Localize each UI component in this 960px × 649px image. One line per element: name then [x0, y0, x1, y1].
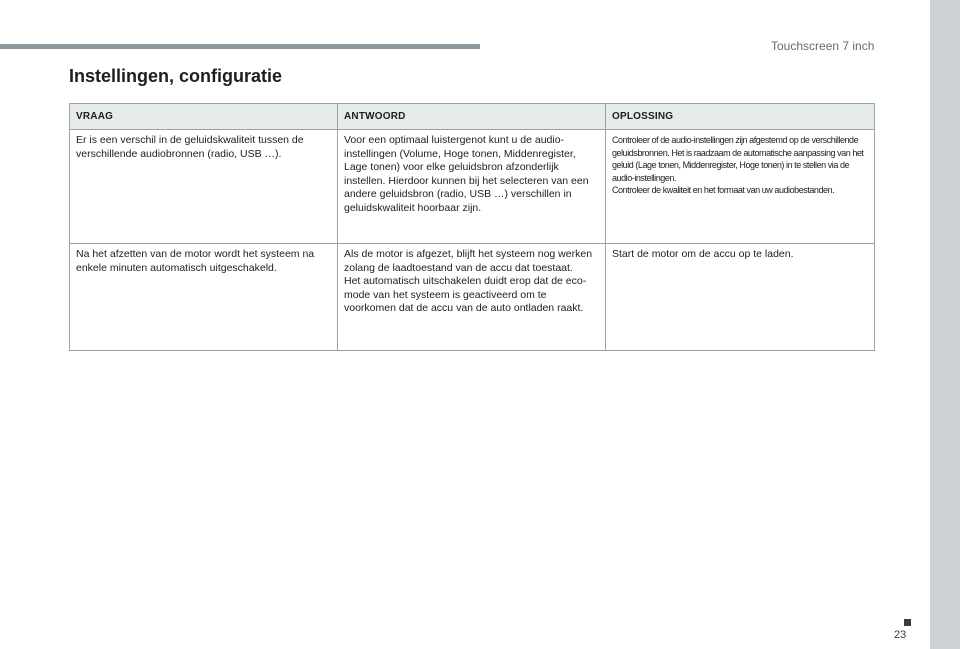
table-header-row [70, 104, 875, 130]
cell-oplossing: Controleer of de audio-instellingen zijn afgestemd op de verschillende geluidsbronnen. Het is raadzaam de automatische aanpassing van het geluid (Lage tonen, Middenregister, Hoge tonen) in te stellen via de audio-instellingen. Controleer de kwaliteit en het formaat van uw audiobestanden. [606, 130, 875, 244]
cell-antwoord: Als de motor is afgezet, blijft het systeem nog werken zolang de laadtoestand van de accu dat toestaat. Het automatisch uitschakelen duidt erop dat de eco-mode van het systeem is geactiveerd om te voorkomen dat de accu van de auto ontladen raakt. [338, 244, 606, 351]
column-header-oplossing: OPLOSSING [606, 104, 875, 130]
page-title: Instellingen, configuratie [69, 66, 283, 86]
cell-antwoord: Voor een optimaal luistergenot kunt u de audio-instellingen (Volume, Hoge tonen, Middenregister, Lage tonen) voor elke geluidsbron afzonderlijk instellen. Hierdoor kunnen bij het selecteren van een andere geluidsbron (radio, USB …) verschillen in geluidskwaliteit hoorbaar zijn. [338, 130, 606, 244]
header-accent-bar [0, 44, 480, 49]
cell-vraag: Na het afzetten van de motor wordt het systeem na enkele minuten automatisch uitgeschakeld. [70, 244, 338, 351]
page-number: 23 [894, 629, 907, 641]
table-row [70, 244, 875, 351]
end-of-section-marker [904, 619, 911, 626]
column-header-antwoord: ANTWOORD [338, 104, 606, 130]
column-header-vraag: VRAAG [70, 104, 338, 130]
cell-vraag: Er is een verschil in de geluidskwaliteit tussen de verschillende audiobronnen (radio, USB …). [70, 130, 338, 244]
page-side-strip [930, 0, 960, 649]
header-section-title: Touchscreen 7 inch [771, 39, 875, 53]
table-row [70, 130, 875, 244]
cell-oplossing: Start de motor om de accu op te laden. [606, 244, 875, 351]
faq-table [69, 103, 875, 351]
